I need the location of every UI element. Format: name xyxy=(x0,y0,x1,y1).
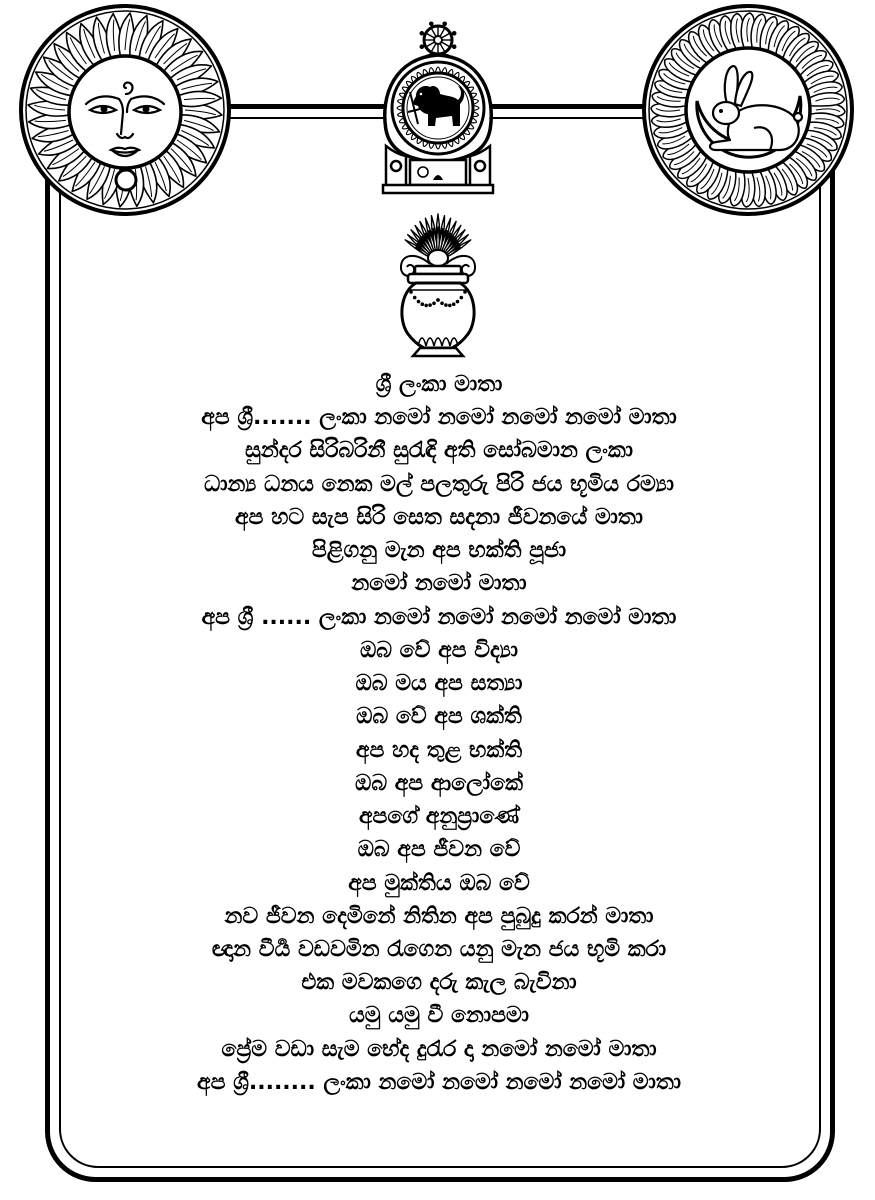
anthem-line: යමු යමු වී නොපමා xyxy=(348,1003,530,1029)
anthem-title: ශ්‍රී ලංකා මාතා xyxy=(375,372,503,397)
kalasa-bead xyxy=(413,296,417,300)
chakra-knob xyxy=(430,22,433,25)
anthem-line: අප හට සැප සිරි සෙත සදනා ජීවනයේ මාතා xyxy=(234,504,644,530)
anthem-line: අප ශ්‍රී ...... ලංකා නමෝ නමෝ නමෝ නමෝ මාතා xyxy=(201,604,677,630)
anthem-line: ඔබ අප ආලෝකේ xyxy=(355,770,523,796)
kalasa-bead xyxy=(456,300,460,304)
anthem-line: එක මවකගෙ දරු කැල බැවිනා xyxy=(301,970,577,996)
kalasa-bead xyxy=(417,300,421,304)
anthem-line: ඔබ වේ අප විද්‍යා xyxy=(359,637,518,663)
kalasa-bead xyxy=(448,304,452,308)
anthem-line: ඔබ අප ජීවන වේ xyxy=(357,837,521,863)
anthem-line: අප ශ්‍රී....... ලංකා නමෝ නමෝ නමෝ නමෝ මාතා xyxy=(201,405,677,431)
kalasa-bead xyxy=(409,290,413,294)
anthem-line: ඔබ මය අප සත්‍යා xyxy=(355,671,523,697)
chakra-knob xyxy=(443,22,446,25)
anthem-line: ඔබ වේ අප ශක්ති xyxy=(356,704,522,730)
chakra-knob xyxy=(420,45,423,48)
kalasa-bead xyxy=(460,296,464,300)
chakra-knob xyxy=(420,32,423,35)
anthem-text xyxy=(70,368,808,1099)
moon-rabbit-icon xyxy=(644,6,852,214)
anthem-line: අප හද තුළ භක්ති xyxy=(355,737,523,763)
kalasa-bead xyxy=(436,298,440,302)
national-emblem-icon xyxy=(383,22,493,193)
kalasa-bead xyxy=(463,290,467,294)
anthem-line: ඥාන වීර්‍ය වඩවමින රැගෙන යනු මැන ජය භූමි කරා xyxy=(211,936,667,962)
kalasa-bead xyxy=(452,302,456,306)
chakra-knob xyxy=(453,45,456,48)
kalasa-bead xyxy=(432,302,436,306)
anthem-line: අප මුක්තිය ඔබ වේ xyxy=(348,870,530,896)
anthem-line: ප්‍රේම වඩා සැම භේද දුරැර දා නමෝ නමෝ මාතා xyxy=(221,1036,657,1062)
anthem-line: නමෝ නමෝ මාතා xyxy=(351,571,527,597)
anthem-line: අප ශ්‍රී........ ලංකා නමෝ නමෝ නමෝ නමෝ මාතා xyxy=(197,1069,681,1095)
anthem-line: සුන්දර සිරිබරිනී සුරැඳි අති සෝබමාන ලංකා xyxy=(245,438,633,464)
chakra-knob xyxy=(453,32,456,35)
kalasa-bead xyxy=(444,303,448,307)
anthem-line: නව ජීවන දෙමිනේ නිතින අප පුබුදු කරන් මාතා xyxy=(224,903,654,929)
anthem-line: ධාන්‍ය ධනය නෙක මල් පලතුරු පිරි ජය භූමිය රම්‍යා xyxy=(204,471,674,497)
kalasa-bead xyxy=(424,304,428,308)
kalasa-bead xyxy=(440,302,444,306)
anthem-line: අපගේ අනුප්‍රාණේ xyxy=(358,804,520,830)
kalasa-bead xyxy=(428,303,432,307)
sun-face-icon xyxy=(21,6,229,214)
pun-kalasa-icon xyxy=(401,214,475,356)
kalasa-bead xyxy=(421,302,425,306)
anthem-line: පිළිගනු මැන අප භක්ති පූජා xyxy=(311,538,567,564)
